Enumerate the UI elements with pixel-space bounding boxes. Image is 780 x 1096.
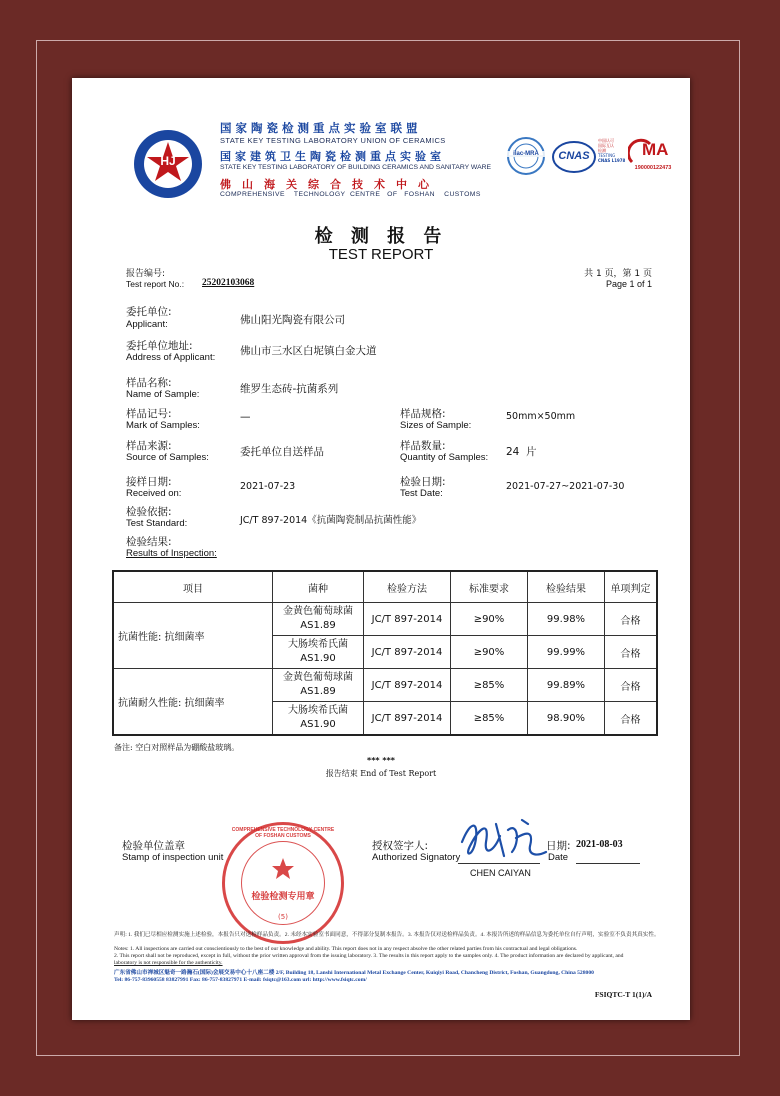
applicant-value: 佛山阳光陶瓷有限公司 xyxy=(240,314,345,326)
pages-cn: 共 1 页，第 1 页 xyxy=(584,269,652,279)
item-cell: 抗菌性能: 抗细菌率 xyxy=(113,603,273,669)
logo-text: HJ xyxy=(160,154,176,168)
stamp-label-en: Stamp of inspection unit xyxy=(122,852,224,863)
mark-label-cn: 样品记号: xyxy=(126,408,172,420)
cma-code: 190000122473 xyxy=(634,165,672,171)
report-no-value: 25202103068 xyxy=(202,278,255,288)
size-label-en: Sizes of Sample: xyxy=(400,420,472,431)
method-cell: JC/T 897-2014 xyxy=(364,702,451,736)
requirement-cell: ≥85% xyxy=(451,669,528,702)
results-label-en: Results of Inspection: xyxy=(126,548,217,559)
centre-cn: 佛山海关综合技术中心 xyxy=(220,178,440,191)
strain-cell xyxy=(273,702,364,736)
item-cell: 抗菌耐久性能: 抗细菌率 xyxy=(113,669,273,736)
test-date-label-cn: 检验日期: xyxy=(400,476,446,488)
inspection-seal xyxy=(222,822,344,944)
standard-label-cn: 检验依据: xyxy=(126,506,172,518)
table-note: 备注: 空白对照样品为硼酸盐玻璃。 xyxy=(114,743,240,752)
title-en: TEST REPORT xyxy=(328,246,434,263)
centre-en: COMPREHENSIVE TECHNOLOGY CENTRE OF FOSHAN CUSTOMS xyxy=(220,191,481,198)
received-value: 2021-07-23 xyxy=(240,481,296,492)
sample-name-value: 维罗生态砖-抗菌系列 xyxy=(240,383,339,395)
table-header-row xyxy=(113,571,657,603)
result-cell: 99.99% xyxy=(528,636,605,669)
col-header-strain: 菌种 xyxy=(273,571,364,603)
cma-badge xyxy=(628,138,678,174)
date-label-cn: 日期: xyxy=(546,840,571,852)
standard-value: JC/T 897-2014《抗菌陶瓷制品抗菌性能》 xyxy=(240,515,422,526)
quantity-value: 24 片 xyxy=(506,446,537,458)
handwritten-signature xyxy=(456,812,552,866)
cnas-small-text xyxy=(598,138,628,163)
cma-text: MA xyxy=(642,140,669,159)
received-label-en: Received on: xyxy=(126,488,182,499)
ilac-mra-badge xyxy=(506,136,546,176)
report-page xyxy=(72,78,690,1020)
end-stars: *** *** xyxy=(367,756,395,765)
verdict-cell: 合格 xyxy=(605,636,658,669)
lab-cn: 国家建筑卫生陶瓷检测重点实验室 xyxy=(220,150,445,163)
col-header-requirement: 标准要求 xyxy=(451,571,528,603)
strain-cell xyxy=(273,603,364,636)
footer-notes-2: 2. This report shall not be reproduced, except in full, without the prior written approval from the issuing laboratory. 3. The results in this report apply to the samples only. 4. The product information are declared by applicant, and xyxy=(114,953,624,959)
cnas-code: CNAS L1978 xyxy=(598,158,626,163)
strain-code: AS1.89 xyxy=(300,620,336,631)
cnas-small-4: TESTING xyxy=(598,153,616,158)
address-label-cn: 委托单位地址: xyxy=(126,340,193,352)
mark-value: — xyxy=(240,411,251,423)
result-cell: 98.90% xyxy=(528,702,605,736)
size-label-cn: 样品规格: xyxy=(400,408,446,420)
signatory-label-en: Authorized Signatory xyxy=(372,852,461,863)
sample-name-label-en: Name of Sample: xyxy=(126,389,200,400)
footer-address: 广东省佛山市禅城区魁奇一路瀚石(国际)会展交易中心十八座二楼 2/F, Building 18, Lanshi International Metal Exchange Center, Kuiqiyi Road, Chancheng District, Foshan, Guangdong, China 528000 xyxy=(114,970,594,976)
applicant-label-cn: 委托单位: xyxy=(126,306,172,318)
size-value: 50mm×50mm xyxy=(506,411,576,422)
method-cell: JC/T 897-2014 xyxy=(364,636,451,669)
seal-number: (5) xyxy=(278,913,288,921)
result-cell: 99.98% xyxy=(528,603,605,636)
seal-star-icon xyxy=(271,857,295,881)
col-header-item: 项目 xyxy=(113,571,273,603)
mark-label-en: Mark of Samples: xyxy=(126,420,200,431)
end-text: 报告结束 End of Test Report xyxy=(325,769,437,778)
table-row xyxy=(113,669,657,702)
quantity-label-cn: 样品数量: xyxy=(400,440,446,452)
signatory-label-cn: 授权签字人: xyxy=(372,840,429,852)
strain-cell xyxy=(273,636,364,669)
sample-name-label-cn: 样品名称: xyxy=(126,377,172,389)
strain-code: AS1.90 xyxy=(300,719,336,730)
standard-label-en: Test Standard: xyxy=(126,518,188,529)
col-header-method: 检验方法 xyxy=(364,571,451,603)
footer-contact: Tel: 86-757-83960558 83827991 Fax: 86-757-83827971 E-mail: fsiqtc@163.com url: http://www.fsiqtc.com/ xyxy=(114,977,367,983)
results-label-cn: 检验结果: xyxy=(126,536,172,548)
applicant-label-en: Applicant: xyxy=(126,319,168,330)
date-value: 2021-08-03 xyxy=(576,839,623,850)
results-table xyxy=(112,570,658,736)
cnas-small-3: 检测 xyxy=(598,148,606,153)
result-cell: 99.89% xyxy=(528,669,605,702)
test-date-label-en: Test Date: xyxy=(400,488,443,499)
union-en: STATE KEY TESTING LABORATORY UNION OF CERAMICS xyxy=(220,136,446,145)
verdict-cell: 合格 xyxy=(605,702,658,736)
form-code: FSIQTC-T 1(1)/A xyxy=(594,990,652,999)
footer-notes-3: laboratory is not responsible for the authenticity. xyxy=(114,960,223,966)
col-header-result: 检验结果 xyxy=(528,571,605,603)
col-header-verdict: 单项判定 xyxy=(605,571,658,603)
signatory-name: CHEN CAIYAN xyxy=(470,868,531,878)
date-label-en: Date xyxy=(548,852,569,863)
strain-cell xyxy=(273,669,364,702)
cnas-small-2: 国际互认 xyxy=(598,143,614,148)
ilac-text: ilac-MRA xyxy=(506,151,546,157)
date-underline xyxy=(576,863,640,864)
quantity-label-en: Quantity of Samples: xyxy=(400,452,489,463)
requirement-cell: ≥85% xyxy=(451,702,528,736)
union-cn: 国家陶瓷检测重点实验室联盟 xyxy=(220,121,422,135)
method-cell: JC/T 897-2014 xyxy=(364,669,451,702)
verdict-cell: 合格 xyxy=(605,669,658,702)
stamp-label-cn: 检验单位盖章 xyxy=(122,840,185,852)
cnas-small-1: 中国认可 xyxy=(598,138,614,143)
lab-en: STATE KEY TESTING LABORATORY OF BUILDING CERAMICS AND SANITARY WARE xyxy=(220,164,492,171)
report-no-label-en: Test report No.: xyxy=(126,279,185,289)
seal-center-text: 检验检测专用章 xyxy=(251,892,315,902)
method-cell: JC/T 897-2014 xyxy=(364,603,451,636)
title-cn: 检 测 报 告 xyxy=(314,226,448,247)
pages-en: Page 1 of 1 xyxy=(605,279,652,289)
footer-notes-1: Notes: 1. All inspections are carried out conscientiously to the best of our knowledge and ability. This report does not in any respect absolve the other related parties from his contractual and legal obligations. xyxy=(114,946,578,952)
received-label-cn: 接样日期: xyxy=(126,476,172,488)
strain-name: 金黄色葡萄球菌 xyxy=(283,672,353,683)
source-label-en: Source of Samples: xyxy=(126,452,209,463)
address-value: 佛山市三水区白坭镇白金大道 xyxy=(240,345,377,357)
source-value: 委托单位自送样品 xyxy=(240,446,324,458)
requirement-cell: ≥90% xyxy=(451,636,528,669)
table-row xyxy=(113,603,657,636)
footer-statement-cn: 声明: 1. 我们已尽相应检测实施上述检验，本报告只对送检样品负责。2. 未经本实验室书面同意，不得部分复制本报告。3. 本报告仅对送检样品负责。4. 本报告所述的样品信息为委托单位自行声明，实验室不负责其真实性。 xyxy=(114,932,660,938)
strain-name: 金黄色葡萄球菌 xyxy=(283,606,353,617)
cnas-text: CNAS xyxy=(558,150,590,162)
source-label-cn: 样品来源: xyxy=(126,440,172,452)
seal-ring-text: COMPREHENSIVE TECHNOLOGY CENTRE OF FOSHAN CUSTOMS xyxy=(231,827,335,839)
strain-name: 大肠埃希氏菌 xyxy=(288,705,348,716)
requirement-cell: ≥90% xyxy=(451,603,528,636)
cnas-badge xyxy=(552,140,596,174)
address-label-en: Address of Applicant: xyxy=(126,352,216,363)
report-no-label-cn: 报告编号: xyxy=(126,269,166,279)
hj-logo xyxy=(132,128,204,200)
test-date-value: 2021-07-27~2021-07-30 xyxy=(506,481,625,492)
strain-name: 大肠埃希氏菌 xyxy=(288,639,348,650)
strain-code: AS1.90 xyxy=(300,653,336,664)
strain-code: AS1.89 xyxy=(300,686,336,697)
verdict-cell: 合格 xyxy=(605,603,658,636)
